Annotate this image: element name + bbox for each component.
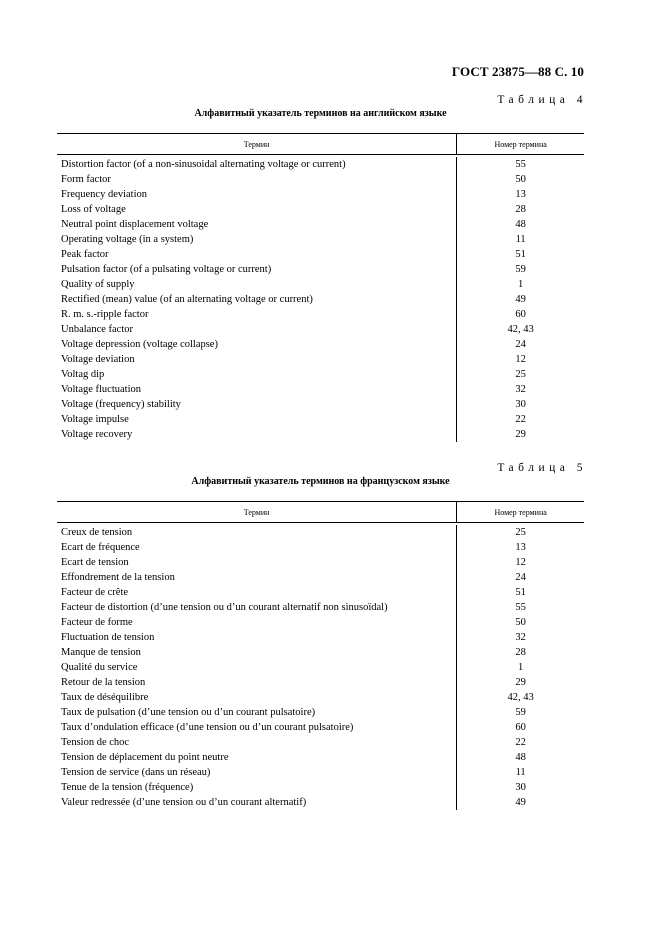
term-cell: Tension de déplacement du point neutre [61, 752, 229, 763]
table-row [57, 750, 584, 765]
table-5-block [57, 461, 587, 810]
table-row [57, 690, 584, 705]
term-number-cell: 49 [456, 292, 584, 307]
table-row [57, 155, 584, 172]
table-header [57, 501, 584, 523]
term-number-cell: 42, 43 [456, 322, 584, 337]
term-number-cell: 32 [456, 630, 584, 645]
term-cell: Manque de tension [61, 647, 141, 658]
term-number-cell: 42, 43 [456, 690, 584, 705]
table-row [57, 765, 584, 780]
table-row [57, 322, 584, 337]
table-row [57, 675, 584, 690]
term-cell: Quality of supply [61, 279, 135, 290]
term-number-cell: 28 [456, 202, 584, 217]
table-4-block [57, 93, 587, 442]
term-cell: Distortion factor (of a non-sinusoidal alternating voltage or current) [61, 159, 346, 170]
term-cell: Tension de choc [61, 737, 130, 748]
table-row [57, 585, 584, 600]
term-number-cell: 49 [456, 795, 584, 810]
term-number-cell: 25 [456, 525, 584, 540]
term-cell: Voltage deviation [61, 354, 135, 365]
table-number: Таблица 4 [497, 94, 587, 106]
table-row [57, 412, 584, 427]
term-number-cell: 30 [456, 397, 584, 412]
term-number-cell: 12 [456, 352, 584, 367]
term-number-cell: 32 [456, 382, 584, 397]
term-number-cell: 29 [456, 675, 584, 690]
term-cell: Form factor [61, 174, 111, 185]
table-row [57, 780, 584, 795]
page-header: ГОСТ 23875—88 С. 10 [451, 64, 584, 79]
table-row [57, 615, 584, 630]
table-row [57, 367, 584, 382]
term-cell: Rectified (mean) value (of an alternating voltage or current) [61, 294, 313, 305]
table-row [57, 660, 584, 675]
term-number-cell: 29 [456, 427, 584, 442]
table-row [57, 523, 584, 540]
table-number: Таблица 5 [497, 462, 587, 474]
table-row [57, 720, 584, 735]
table-title: Алфавитный указатель терминов на английском языке [194, 108, 447, 119]
term-cell: Fluctuation de tension [61, 632, 155, 643]
term-number-cell: 48 [456, 217, 584, 232]
term-number-cell: 60 [456, 720, 584, 735]
term-number-cell: 11 [456, 765, 584, 780]
term-cell: Retour de la tension [61, 677, 146, 688]
column-header-term: Термин [243, 139, 270, 149]
term-cell: Voltage fluctuation [61, 384, 141, 395]
term-cell: Effondrement de la tension [61, 572, 175, 583]
table-row [57, 555, 584, 570]
term-number-cell: 13 [456, 187, 584, 202]
term-cell: Frequency deviation [61, 189, 148, 200]
term-number-cell: 24 [456, 570, 584, 585]
table-row [57, 382, 584, 397]
term-cell: Creux de tension [61, 527, 133, 538]
table-row [57, 202, 584, 217]
term-number-cell: 50 [456, 615, 584, 630]
term-cell: Ecart de tension [61, 557, 129, 568]
table-row [57, 570, 584, 585]
term-number-cell: 30 [456, 780, 584, 795]
term-number-cell: 59 [456, 705, 584, 720]
term-cell: Pulsation factor (of a pulsating voltage or current) [61, 264, 272, 275]
term-number-cell: 28 [456, 645, 584, 660]
table-row [57, 307, 584, 322]
term-cell: Voltage depression (voltage collapse) [61, 339, 218, 350]
term-number-cell: 50 [456, 172, 584, 187]
term-cell: Taux de pulsation (d’une tension ou d’un courant pulsatoire) [61, 707, 316, 718]
table-row [57, 187, 584, 202]
table-title: Алфавитный указатель терминов на французском языке [191, 476, 450, 487]
term-number-cell: 60 [456, 307, 584, 322]
term-number-cell: 1 [456, 660, 584, 675]
term-cell: Taux d’ondulation efficace (d’une tension ou d’un courant pulsatoire) [61, 722, 354, 733]
term-number-cell: 24 [456, 337, 584, 352]
term-cell: Facteur de distortion (d’une tension ou d’un courant alternatif non sinusoïdal) [61, 602, 388, 613]
table-row [57, 217, 584, 232]
table-row [57, 630, 584, 645]
table-row [57, 247, 584, 262]
term-cell: Voltag dip [61, 369, 105, 380]
term-cell: Valeur redressée (d’une tension ou d’un courant alternatif) [61, 797, 307, 808]
term-number-cell: 55 [456, 600, 584, 615]
table-row [57, 540, 584, 555]
table-row [57, 232, 584, 247]
table-row [57, 337, 584, 352]
term-cell: Loss of voltage [61, 204, 126, 215]
term-cell: Peak factor [61, 249, 109, 260]
table-row [57, 427, 584, 442]
term-number-cell: 48 [456, 750, 584, 765]
term-cell: Tenue de la tension (fréquence) [61, 782, 194, 793]
table-row [57, 705, 584, 720]
table-row [57, 277, 584, 292]
term-number-cell: 11 [456, 232, 584, 247]
term-cell: Voltage recovery [61, 429, 133, 440]
table-row [57, 352, 584, 367]
column-header-number: Номер термина [456, 502, 584, 522]
table-body [57, 523, 584, 810]
table-row [57, 172, 584, 187]
term-number-cell: 59 [456, 262, 584, 277]
term-number-cell: 22 [456, 412, 584, 427]
table-row [57, 735, 584, 750]
table-row [57, 292, 584, 307]
column-header-number: Номер термина [456, 134, 584, 154]
term-cell: Voltage impulse [61, 414, 129, 425]
term-cell: Taux de déséquilibre [61, 692, 149, 703]
term-number-cell: 12 [456, 555, 584, 570]
table-row [57, 262, 584, 277]
term-cell: Unbalance factor [61, 324, 133, 335]
term-number-cell: 13 [456, 540, 584, 555]
table-body [57, 155, 584, 442]
term-cell: R. m. s.-ripple factor [61, 309, 149, 320]
table-row [57, 397, 584, 412]
term-number-cell: 51 [456, 247, 584, 262]
term-cell: Operating voltage (in a system) [61, 234, 194, 245]
term-cell: Facteur de forme [61, 617, 133, 628]
term-number-cell: 25 [456, 367, 584, 382]
term-number-cell: 55 [456, 157, 584, 172]
term-cell: Facteur de crête [61, 587, 129, 598]
term-number-cell: 51 [456, 585, 584, 600]
table-row [57, 795, 584, 810]
term-cell: Ecart de fréquence [61, 542, 140, 553]
table-row [57, 645, 584, 660]
term-cell: Neutral point displacement voltage [61, 219, 209, 230]
term-cell: Tension de service (dans un réseau) [61, 767, 211, 778]
table-header [57, 133, 584, 155]
term-number-cell: 1 [456, 277, 584, 292]
term-cell: Qualité du service [61, 662, 138, 673]
table-row [57, 600, 584, 615]
term-cell: Voltage (frequency) stability [61, 399, 181, 410]
column-header-term: Термин [243, 507, 270, 517]
term-number-cell: 22 [456, 735, 584, 750]
